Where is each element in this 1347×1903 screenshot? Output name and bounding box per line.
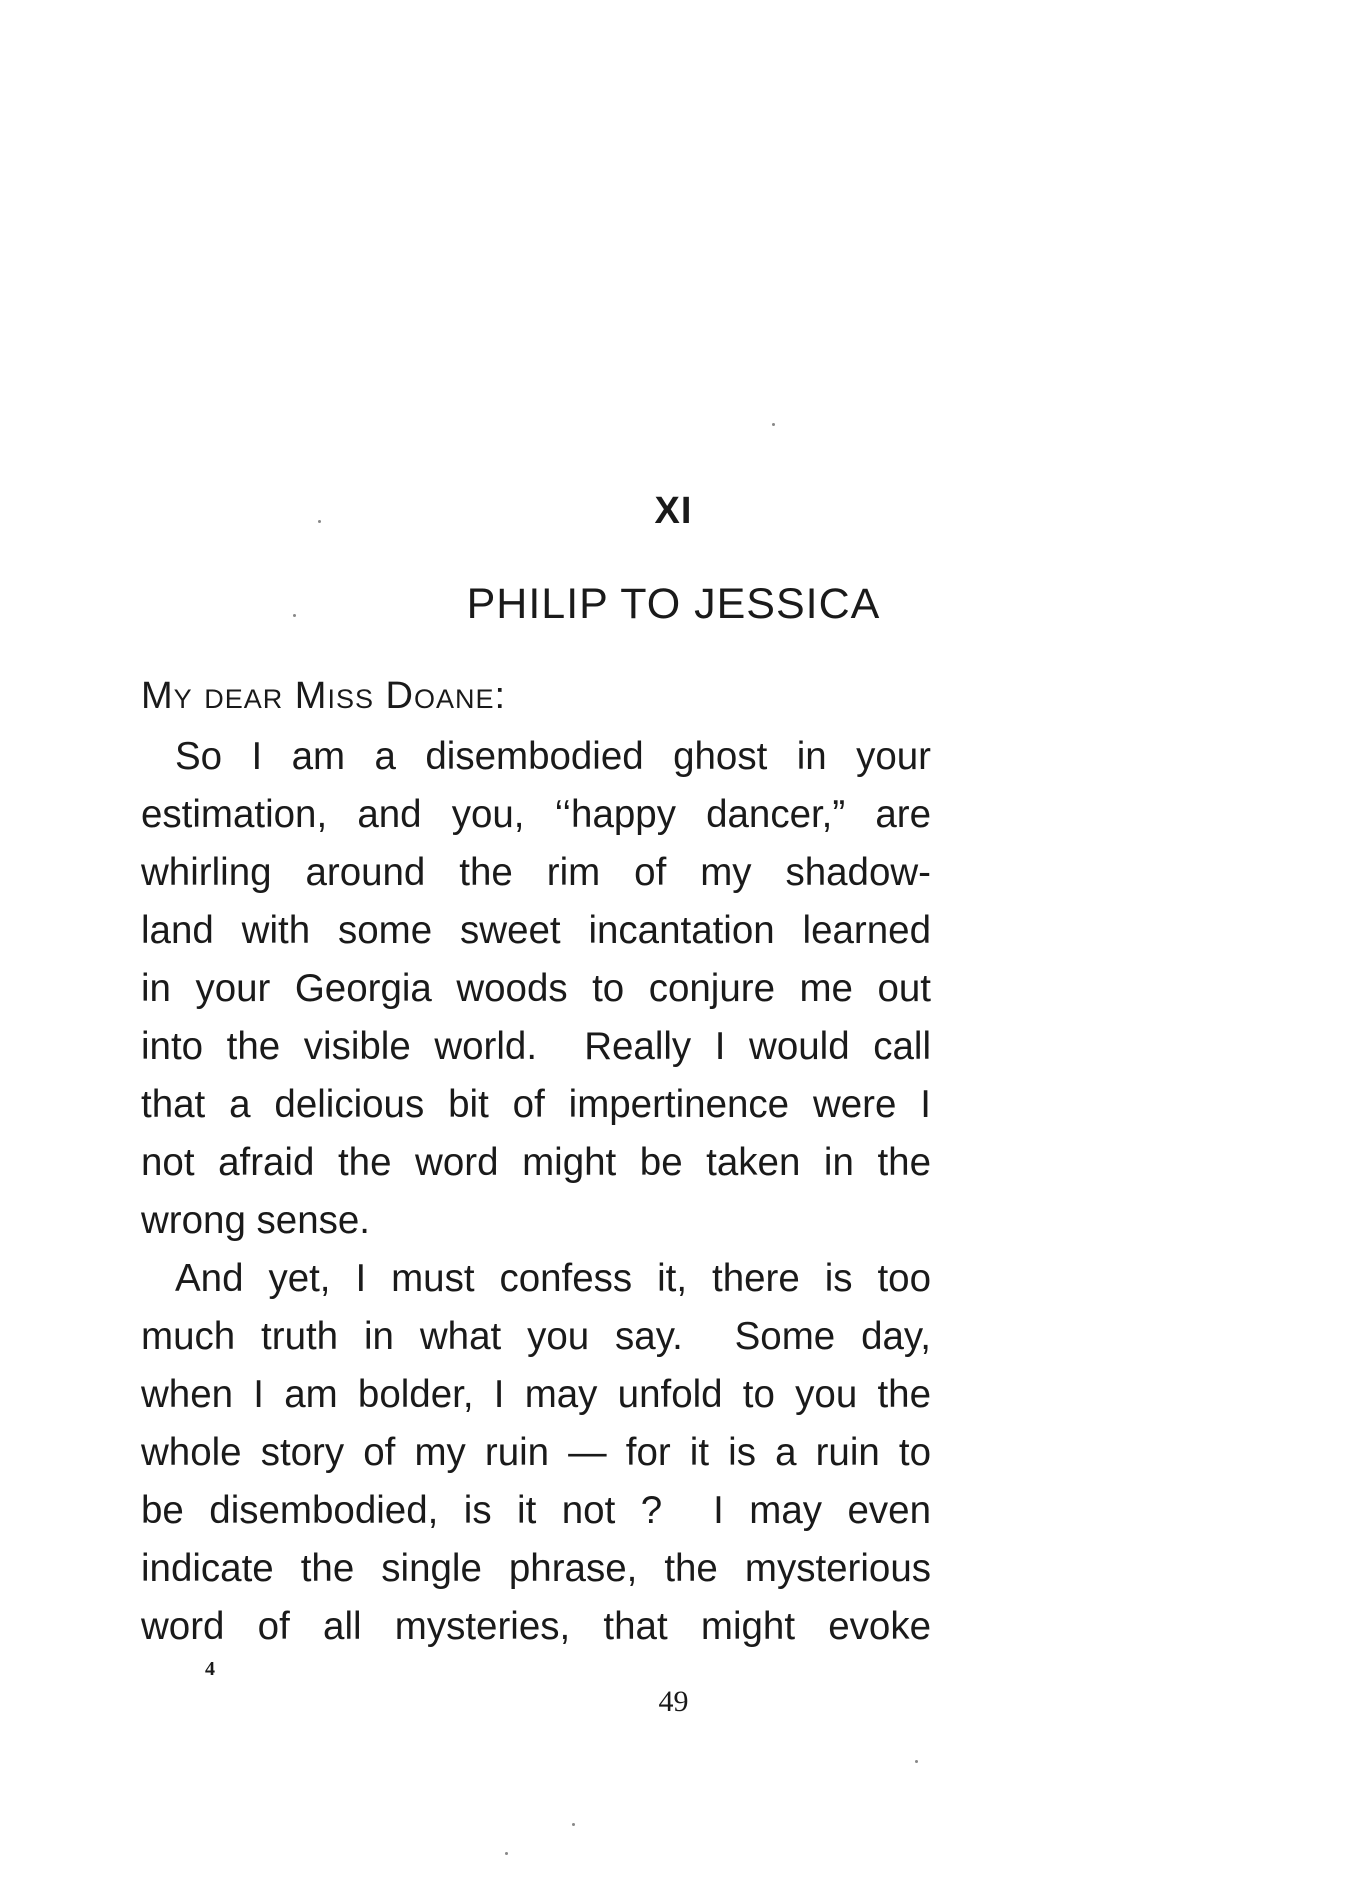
text-line: So I am a disembodied ghost in your — [175, 735, 931, 778]
paper-speck — [293, 614, 296, 617]
text-line: And yet, I must confess it, there is too — [175, 1257, 931, 1300]
text-line: that a delicious bit of impertinence were I — [141, 1083, 931, 1126]
text-line: land with some sweet incantation learned — [141, 909, 931, 952]
page-number: 49 — [658, 1685, 689, 1718]
paragraph-2 — [141, 1250, 931, 1656]
text-line: whole story of my ruin — for it is a ruin to — [141, 1431, 931, 1474]
text-line: into the visible world. Really I would call — [141, 1025, 931, 1068]
text-line: in your Georgia woods to conjure me out — [141, 967, 931, 1010]
letter-body — [141, 728, 931, 1656]
text-line: estimation, and you, ‘‘happy dancer,” are — [141, 793, 931, 836]
paper-speck — [505, 1852, 508, 1855]
text-line: indicate the single phrase, the mysterious — [141, 1547, 931, 1590]
text-line: when I am bolder, I may unfold to you the — [141, 1373, 931, 1416]
paper-speck — [772, 423, 775, 426]
text-line: much truth in what you say. Some day, — [141, 1315, 931, 1358]
chapter-title: PHILIP TO JESSICA — [466, 580, 881, 628]
text-line: not afraid the word might be taken in the — [141, 1141, 931, 1184]
paper-speck — [915, 1760, 918, 1763]
paper-speck — [572, 1823, 575, 1826]
text-line: word of all mysteries, that might evoke — [141, 1605, 931, 1648]
paper-speck — [318, 520, 321, 523]
paragraph-1 — [141, 728, 931, 1250]
signature-mark: 4 — [205, 1658, 215, 1680]
text-line: wrong sense. — [141, 1199, 370, 1242]
letter-salutation: My dear Miss Doane: — [141, 675, 507, 717]
text-line: be disembodied, is it not ? I may even — [141, 1489, 931, 1532]
chapter-number: XI — [654, 490, 693, 532]
text-line: whirling around the rim of my shadow- — [141, 851, 931, 894]
